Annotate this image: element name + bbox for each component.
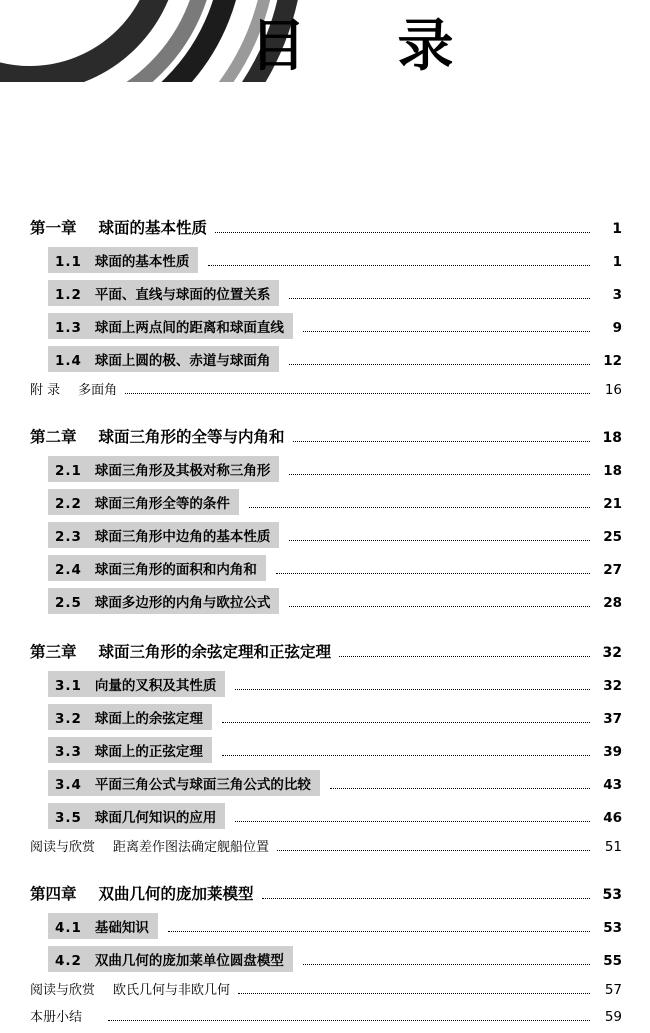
toc-section-entry[interactable] [0,737,650,763]
toc-section-entry-number: 3.4 [55,777,82,793]
toc-section-entry-page-number: 12 [603,353,622,369]
toc-section-entry-text: 球面多边形的内角与欧拉公式 [94,595,271,611]
toc-section-entry-label [48,704,212,730]
toc-chapter-entry-text: 球面三角形的全等与内角和 [98,428,285,446]
toc-section-entry-label [48,522,279,548]
toc-chapter-entry-number: 第四章 [30,885,77,903]
toc-section-entry-page-number: 27 [603,562,622,578]
toc-section-entry-page-number: 46 [603,810,622,826]
toc-section-entry[interactable] [0,671,650,697]
toc-section-entry-text: 球面三角形及其极对称三角形 [94,463,271,479]
leader-dots [277,849,590,851]
leader-dots [235,820,590,822]
toc-section-entry-page-number: 1 [612,254,622,270]
page-title: 目 录 [250,13,490,79]
toc-section-entry[interactable] [0,588,650,614]
toc-section-entry[interactable] [0,803,650,829]
toc-section-entry-number: 2.4 [55,562,82,578]
toc-chapter-entry-text: 球面三角形的余弦定理和正弦定理 [98,643,332,661]
toc-chapter-entry-number: 第二章 [30,428,77,446]
toc-section-entry-text: 基础知识 [94,920,149,936]
toc-chapter-entry[interactable] [0,882,650,904]
toc-section-entry-text: 球面上两点间的距离和球面直线 [94,320,284,336]
toc-chapter-entry-page-number: 18 [602,430,622,446]
toc-section-entry-number: 3.2 [55,711,82,727]
toc-chapter-entry[interactable] [0,640,650,662]
toc-extra-entry-text: 多面角 [78,383,118,398]
toc-section-entry-number: 2.5 [55,595,82,611]
toc-section-entry-label [48,313,293,339]
toc-chapter-entry-page-number: 53 [602,887,622,903]
toc-section-entry-page-number: 9 [612,320,622,336]
toc-chapter-entry-label [30,882,254,904]
toc-section-entry-page-number: 18 [603,463,622,479]
toc-section-entry-text: 球面的基本性质 [94,254,190,270]
leader-dots [303,330,590,332]
toc-section-entry-label [48,247,198,273]
toc-section-entry-page-number: 43 [603,777,622,793]
toc-chapter-entry-label [30,216,207,238]
toc-section-entry[interactable] [0,346,650,372]
leader-dots [168,930,590,932]
toc-section-entry-text: 平面三角公式与球面三角公式的比较 [94,777,311,793]
toc-extra-entry-number: 附 录 [30,383,61,398]
leader-dots [262,897,590,899]
chapter-block [0,425,650,614]
toc-section-entry-text: 球面几何知识的应用 [94,810,217,826]
toc-section-entry[interactable] [0,489,650,515]
leader-dots [289,539,590,541]
toc-section-entry-number: 1.4 [55,353,82,369]
toc-section-entry-label [48,489,239,515]
toc-extra-entry-number: 阅读与欣赏 [30,840,96,855]
page-title-area [0,0,650,82]
toc-section-entry-label [48,913,158,939]
toc-section-entry[interactable] [0,913,650,939]
toc-chapter-entry-label [30,425,285,447]
toc-section-entry-page-number: 28 [603,595,622,611]
toc-extra-entry-label [30,379,117,398]
toc-section-entry[interactable] [0,555,650,581]
toc-extra-entry-text: 欧氏几何与非欧几何 [113,983,231,998]
toc-extra-entry-page-number: 59 [604,1009,622,1025]
leader-dots [222,754,590,756]
toc-section-entry-page-number: 25 [603,529,622,545]
leader-dots [215,231,590,233]
toc-section-entry[interactable] [0,522,650,548]
toc-section-entry-text: 球面上圆的极、赤道与球面角 [94,353,271,369]
toc-section-entry-number: 3.5 [55,810,82,826]
toc-chapter-entry-page-number: 32 [602,645,622,661]
toc-section-entry-text: 球面三角形全等的条件 [94,496,230,512]
leader-dots [339,655,590,657]
toc-chapter-entry-label [30,640,331,662]
toc-section-entry-text: 球面上的余弦定理 [94,711,203,727]
leader-dots [289,297,590,299]
toc-section-entry-number: 4.1 [55,920,82,936]
chapter-block [0,216,650,399]
toc-extra-entry-label [30,1006,100,1025]
leader-dots [289,363,590,365]
toc-section-entry-text: 双曲几何的庞加莱单位圆盘模型 [94,953,284,969]
toc-extra-entry-page-number: 57 [604,982,622,998]
toc-chapter-entry[interactable] [0,425,650,447]
toc-section-entry-label [48,803,225,829]
toc-section-entry-page-number: 37 [603,711,622,727]
toc-section-entry-label [48,456,279,482]
toc-extra-entry-text: 距离差作图法确定舰船位置 [113,840,270,855]
toc-section-entry-page-number: 55 [603,953,622,969]
toc-section-entry-text: 球面三角形的面积和内角和 [94,562,257,578]
toc-section-entry-label [48,671,225,697]
toc-extra-entry[interactable] [0,979,650,999]
toc-section-entry[interactable] [0,770,650,796]
leader-dots [125,392,590,394]
leader-dots [289,473,590,475]
toc-section-entry-label [48,280,279,306]
toc-section-entry-number: 4.2 [55,953,82,969]
toc-section-entry-number: 1.3 [55,320,82,336]
toc-section-entry[interactable] [0,456,650,482]
toc-extra-entry-page-number: 16 [604,382,622,398]
toc-section-entry[interactable] [0,704,650,730]
toc-extra-entry[interactable] [0,379,650,399]
toc-section-entry-text: 平面、直线与球面的位置关系 [94,287,271,303]
toc-section-entry-page-number: 21 [603,496,622,512]
leader-dots [276,572,590,574]
toc-extra-entry-number: 阅读与欣赏 [30,983,96,998]
toc-section-entry-number: 2.3 [55,529,82,545]
toc-section-entry-number: 3.3 [55,744,82,760]
leader-dots [235,688,590,690]
toc-section-entry-page-number: 3 [612,287,622,303]
toc-extra-entry-page-number: 51 [604,839,622,855]
toc-section-entry-label [48,737,212,763]
toc-section-entry-number: 2.1 [55,463,82,479]
toc-chapter-entry-text: 双曲几何的庞加莱模型 [98,885,254,903]
toc-section-entry[interactable] [0,247,650,273]
toc-section-entry-number: 1.1 [55,254,82,270]
toc-section-entry-label [48,588,279,614]
toc-section-entry-label [48,555,266,581]
toc-section-entry-label [48,346,279,372]
table-of-contents [0,190,650,1033]
leader-dots [222,721,590,723]
toc-chapter-entry-number: 第三章 [30,643,77,661]
toc-section-entry-text: 球面三角形中边角的基本性质 [94,529,271,545]
toc-extra-entry[interactable] [0,836,650,856]
toc-section-entry-number: 1.2 [55,287,82,303]
toc-section-entry-text: 球面上的正弦定理 [94,744,203,760]
toc-chapter-entry-text: 球面的基本性质 [98,219,208,237]
leader-dots [293,440,590,442]
toc-extra-entry[interactable] [0,1006,650,1026]
toc-chapter-entry-number: 第一章 [30,219,77,237]
toc-extra-entry-label [30,979,230,998]
toc-section-entry-page-number: 39 [603,744,622,760]
toc-chapter-entry-page-number: 1 [612,221,622,237]
toc-chapter-entry[interactable] [0,216,650,238]
chapter-block [0,882,650,1026]
leader-dots [249,506,590,508]
leader-dots [330,787,590,789]
toc-section-entry-page-number: 53 [603,920,622,936]
leader-dots [289,605,590,607]
toc-extra-entry-label [30,836,269,855]
leader-dots [238,992,590,994]
toc-section-entry[interactable] [0,313,650,339]
toc-section-entry-page-number: 32 [603,678,622,694]
toc-section-entry[interactable] [0,280,650,306]
leader-dots [108,1019,590,1021]
toc-section-entry-label [48,770,320,796]
leader-dots [208,264,590,266]
chapter-block [0,640,650,856]
toc-extra-entry-number: 本册小结 [30,1010,83,1025]
toc-section-entry-number: 2.2 [55,496,82,512]
toc-section-entry-number: 3.1 [55,678,82,694]
leader-dots [303,963,590,965]
toc-section-entry-text: 向量的叉积及其性质 [94,678,217,694]
